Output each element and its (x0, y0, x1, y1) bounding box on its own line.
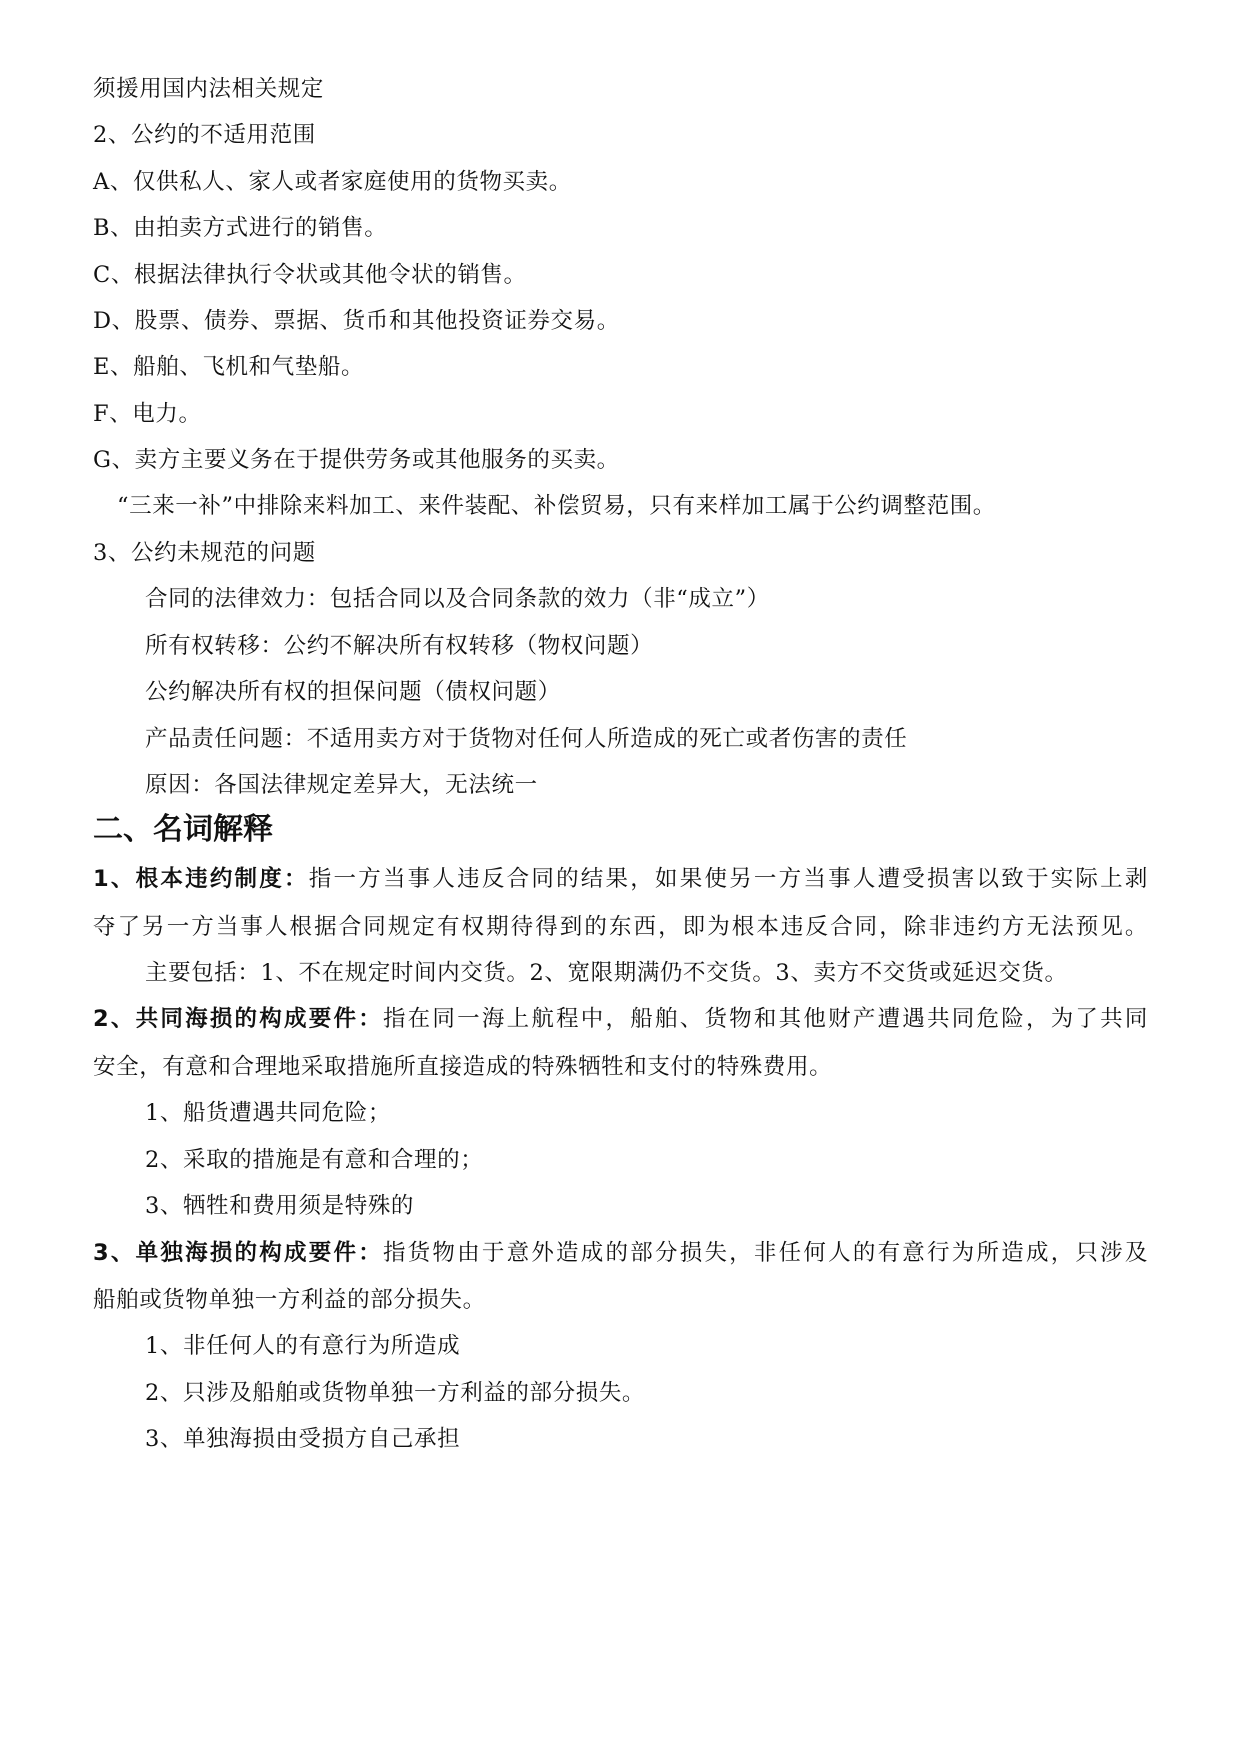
definition-1-cont: 夺了另一方当事人根据合同规定有权期待得到的东西，即为根本违反合同，除非违约方无法预见。 (93, 914, 1148, 940)
definition-text: 指货物由于意外造成的部分损失，非任何人的有意行为所造成，只涉及 (382, 1240, 1148, 1266)
text-line: 公约解决所有权的担保问题（债权问题） (145, 679, 561, 705)
list-item: F、电力。 (93, 401, 202, 427)
definition-3 (93, 1238, 1148, 1268)
note-line: 主要包括：1、不在规定时间内交货。2、宽限期满仍不交货。3、卖方不交货或延迟交货。 (145, 960, 1068, 986)
definition-2 (93, 1004, 1148, 1034)
text-line: 原因：各国法律规定差异大，无法统一 (145, 772, 538, 798)
list-item: 2、采取的措施是有意和合理的； (145, 1147, 484, 1173)
subheading-scope: 2、公约的不适用范围 (93, 122, 316, 148)
list-item: 1、船货遭遇共同危险； (145, 1100, 391, 1126)
list-item: 1、非任何人的有意行为所造成 (145, 1333, 461, 1359)
text-line: 须援用国内法相关规定 (93, 76, 325, 102)
definition-3-cont: 船舶或货物单独一方利益的部分损失。 (93, 1287, 486, 1313)
list-item: B、由拍卖方式进行的销售。 (93, 215, 388, 241)
list-item: 3、牺牲和费用须是特殊的 (145, 1193, 415, 1219)
term-label: 3、单独海损的构成要件： (93, 1240, 383, 1266)
section-heading: 二、名词解释 (93, 812, 273, 847)
term-label: 1、根本违约制度： (93, 866, 309, 892)
definition-2-cont: 安全，有意和合理地采取措施所直接造成的特殊牺牲和支付的特殊费用。 (93, 1054, 833, 1080)
term-label: 2、共同海损的构成要件： (93, 1006, 383, 1032)
text-line: 合同的法律效力：包括合同以及合同条款的效力（非“成立”） (145, 586, 770, 612)
definition-text: 指一方当事人违反合同的结果，如果使另一方当事人遭受损害以致于实际上剥 (308, 866, 1148, 892)
list-item: G、卖方主要义务在于提供劳务或其他服务的买卖。 (93, 447, 620, 473)
list-item: D、股票、债券、票据、货币和其他投资证券交易。 (93, 308, 620, 334)
text-line: 产品责任问题：不适用卖方对于货物对任何人所造成的死亡或者伤害的责任 (145, 726, 908, 752)
list-item: 3、单独海损由受损方自己承担 (145, 1426, 461, 1452)
definition-text: 指在同一海上航程中，船舶、货物和其他财产遭遇共同危险，为了共同 (382, 1006, 1148, 1032)
list-item: A、仅供私人、家人或者家庭使用的货物买卖。 (93, 169, 572, 195)
list-item: C、根据法律执行令状或其他令状的销售。 (93, 262, 527, 288)
text-line: 所有权转移：公约不解决所有权转移（物权问题） (145, 633, 654, 659)
text-line: “三来一补”中排除来料加工、来件装配、补偿贸易，只有来样加工属于公约调整范围。 (117, 493, 996, 519)
subheading-unregulated: 3、公约未规范的问题 (93, 540, 316, 566)
definition-1 (93, 864, 1148, 894)
list-item: 2、只涉及船舶或货物单独一方利益的部分损失。 (145, 1380, 646, 1406)
list-item: E、船舶、飞机和气垫船。 (93, 354, 365, 380)
